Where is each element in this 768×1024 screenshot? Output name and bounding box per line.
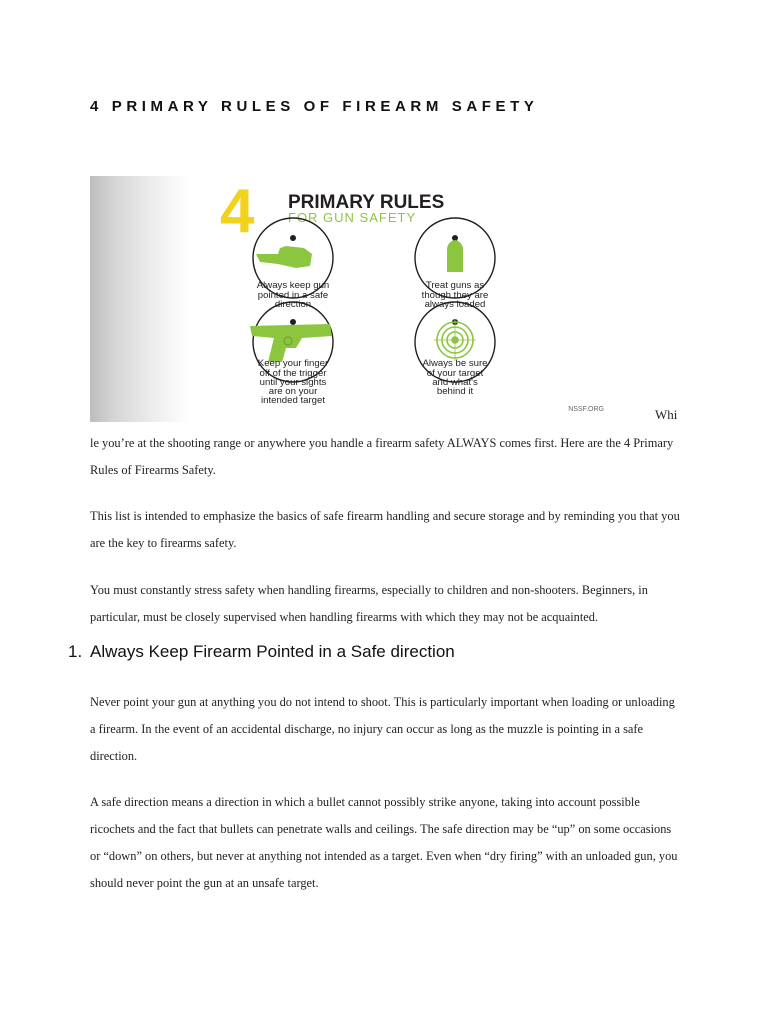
infographic-heading: PRIMARY RULES [288, 192, 445, 213]
rule-1-dot [290, 235, 296, 241]
section-1-paragraph-2: A safe direction means a direction in which a bullet cannot possibly strike anyone, taking into account possible ricochets and the fact that bullets can penetrate walls and ceilings. The safe direction may be “up” on some occasions or “down” on others, but never at anything not intended as a target. Even when “dry firing” with an unloaded gun, you should never point the gun at an unsafe target. [90, 795, 678, 890]
section-1-paragraph-1: Never point your gun at anything you do not intend to shoot. This is particularly important when loading or unloading a firearm. In the event of an accidental discharge, no injury can occur as long as the muzzle is pointing in a safe direction. [90, 695, 675, 763]
rules-infographic [90, 176, 654, 422]
rule-2-line-1: Treat guns as [425, 280, 485, 291]
rule-3 [250, 302, 333, 406]
infographic-subheading: FOR GUN SAFETY [288, 210, 417, 225]
rule-4-line-2: of your target [426, 368, 484, 379]
rule-4 [415, 302, 495, 397]
target-icon [434, 319, 476, 361]
section-1-title: Always Keep Firearm Pointed in a Safe direction [90, 642, 455, 661]
page-title: 4 PRIMARY RULES OF FIREARM SAFETY [90, 98, 539, 115]
infographic-svg [90, 176, 654, 422]
rule-3-line-2: off of the trigger [259, 368, 327, 379]
rule-2-line-3: always loaded [424, 299, 486, 310]
rule-3-line-3: until your sights [259, 377, 327, 388]
rule-4-line-1: Always be sure [422, 358, 488, 369]
rule-4-line-4: behind it [436, 386, 474, 397]
image-credit: NSSF.ORG [568, 406, 604, 413]
bullet-icon [447, 240, 463, 272]
rule-2 [415, 218, 495, 310]
pistol-icon [250, 324, 332, 362]
section-1-number: 1. [68, 642, 83, 661]
rule-1-line-2: pointed in a safe [257, 290, 329, 301]
rule-3-line-5: intended target [260, 395, 326, 406]
rule-3-dot [290, 319, 296, 325]
rule-3-line-1: Keep your finger [257, 358, 329, 369]
paragraph-supervision: You must constantly stress safety when handling firearms, especially to children and non-shooters. Beginners, in particular, must be closely supervised when handling firearms with which they may not be acquainted. [90, 583, 648, 624]
rule-4-line-3: and what's [432, 377, 478, 388]
wrapped-word-start: Whi [655, 407, 678, 422]
paragraph-purpose: This list is intended to emphasize the basics of safe firearm handling and secure storage and by reminding you that you are the key to firearms safety. [90, 509, 680, 550]
rule-1 [253, 218, 333, 310]
rule-1-line-1: Always keep gun [256, 280, 330, 291]
pointing-hand-icon [256, 246, 312, 268]
big-number-four: 4 [220, 177, 255, 246]
rule-2-line-2: though they are [421, 290, 489, 301]
intro-paragraph: le you’re at the shooting range or anywhere you handle a firearm safety ALWAYS comes first. Here are the 4 Primary Rules of Firearms Safety. [90, 436, 674, 477]
rule-3-line-4: are on your [268, 386, 318, 397]
rule-1-line-3: direction [274, 299, 312, 310]
section-1-heading [68, 642, 455, 662]
